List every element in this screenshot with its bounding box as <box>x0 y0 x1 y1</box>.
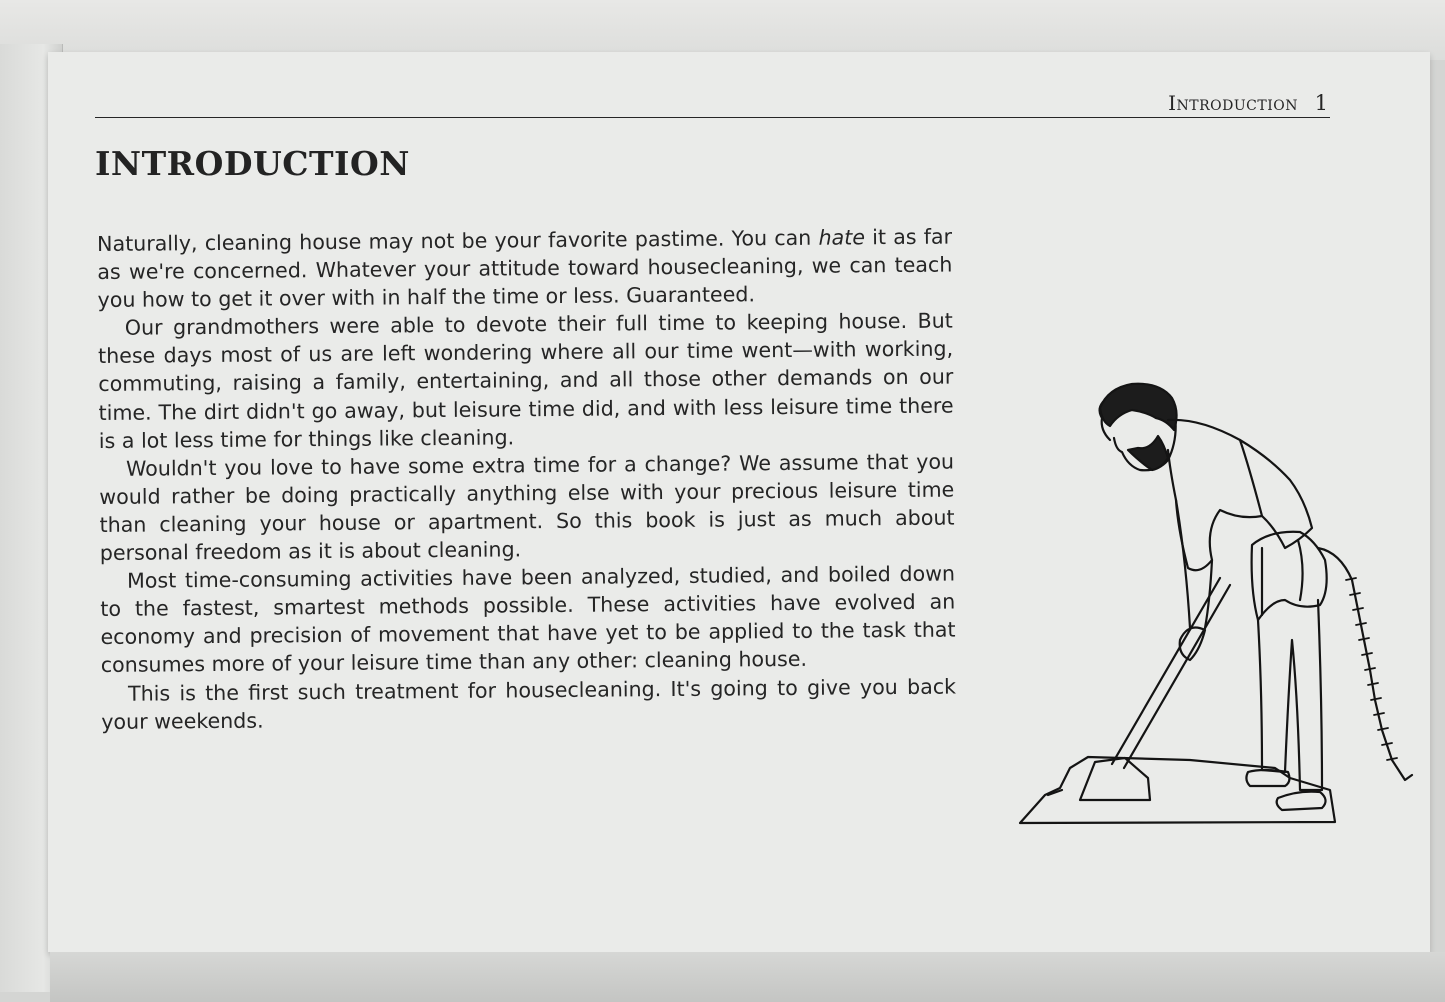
arm <box>1176 500 1212 628</box>
running-head <box>95 77 1330 118</box>
emphasis-hate: hate <box>818 225 866 250</box>
table-surface <box>0 0 1445 60</box>
vacuum-wand <box>1112 578 1230 768</box>
trousers <box>1258 600 1322 790</box>
hand <box>1180 628 1205 660</box>
chapter-title: INTRODUCTION <box>95 144 410 183</box>
paragraph-3: Wouldn't you love to have some extra time for a change? We assume that you would rather be doing practically anything else with your precious leisure time than cleaning your house or apartment. So this book is just as much about personal freedom as it is about cleaning. <box>99 449 955 566</box>
beard <box>1128 436 1168 470</box>
paragraph-2: Our grandmothers were able to devote their full time to keeping house. But these days most of us are left wondering where all our time went—with working, commuting, raising a family, entertaining, and all those other demands on our time. The dirt didn't go away, but leisure time did, and with less leisure time there is a lot less time for things like cleaning. <box>97 308 954 453</box>
page-stack-edge <box>50 952 1445 1002</box>
body-text <box>97 223 956 736</box>
paragraph-1 <box>97 223 953 315</box>
paragraph-1-end: it as far as we're concerned. Whatever your attitude toward housecleaning, we can teach you how to get it over with in half the time or less. Guaranteed. <box>97 224 953 313</box>
paragraph-4: Most time-consuming activities have been analyzed, studied, and boiled down to the fastest, smartest methods possible. These activities have evolved an economy and precision of movement that have yet to be applied to the task that consumes more of your leisure time than any other: cleaning house. <box>100 561 956 678</box>
paragraph-1-start: Naturally, cleaning house may not be your favorite pastime. You can <box>97 225 819 256</box>
shoe-right <box>1277 792 1326 810</box>
running-head-title: Introduction <box>1168 91 1298 115</box>
page-number: 1 <box>1314 91 1328 115</box>
vacuuming-man-illustration <box>1015 380 1415 830</box>
vacuum-hose <box>1318 548 1412 780</box>
vacuum-head <box>1080 758 1150 800</box>
rug <box>1020 757 1335 823</box>
hair <box>1100 384 1177 430</box>
paragraph-5: This is the first such treatment for housecleaning. It's going to give you back your weekends. <box>101 674 957 734</box>
